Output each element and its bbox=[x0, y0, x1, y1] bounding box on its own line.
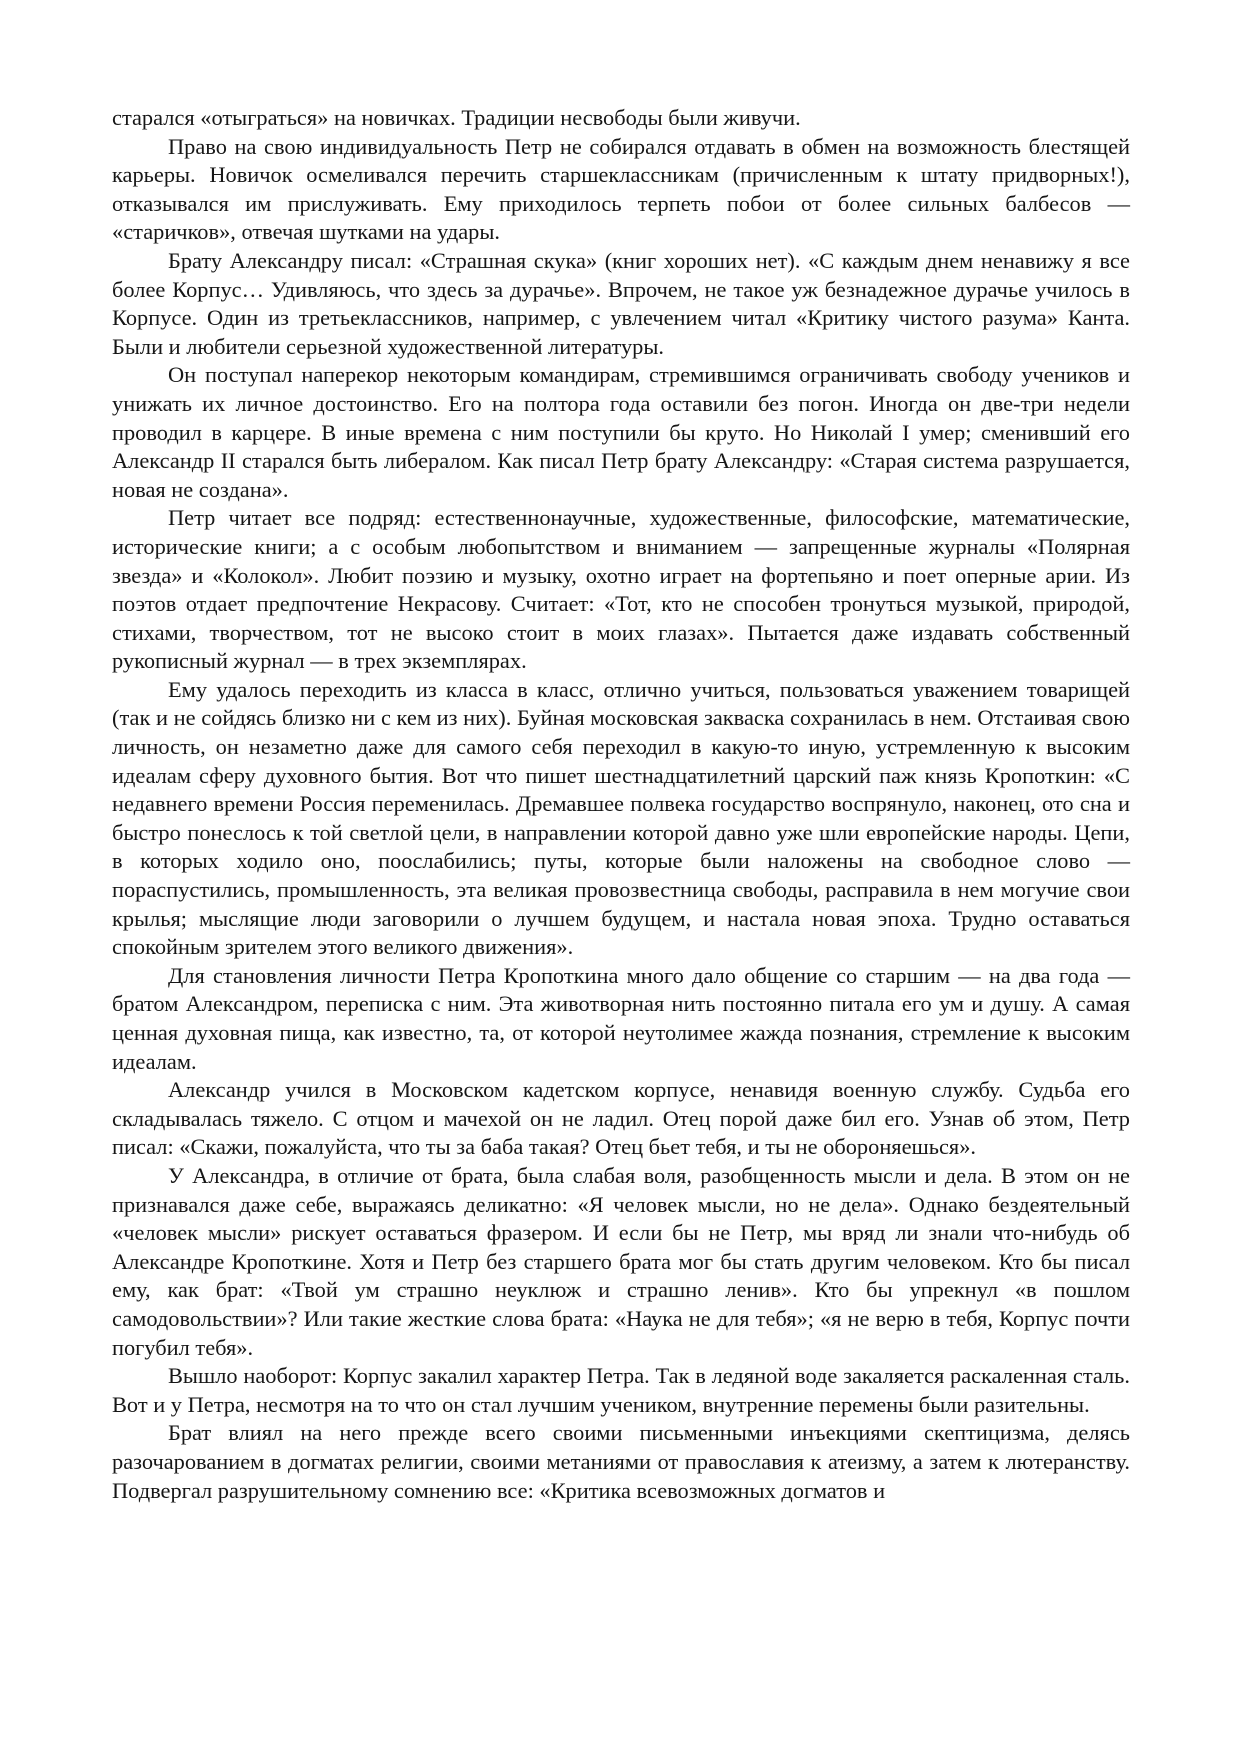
paragraph: Брат влиял на него прежде всего своими письменными инъекциями скептицизма, делясь разочарованием в догматах религии, своими метаниями от православия к атеизму, а затем к лютеранству. Подвергал разрушительному сомнению все: «Критика всевозможных догматов и bbox=[112, 1420, 1130, 1503]
paragraph: Брату Александру писал: «Страшная скука» (книг хороших нет). «С каждым днем ненавижу я все более Корпус… Удивляюсь, что здесь за дурачье». Впрочем, не такое уж безнадежное дурачье училось в Корпусе. Один из третьеклассников, например, с увлечением читал «Критику чистого разума» Канта. Были и любители серьезной художественной литературы. bbox=[112, 247, 1130, 359]
paragraph: старался «отыграться» на новичках. Традиции несвободы были живучи. bbox=[112, 105, 801, 130]
paragraph: Для становления личности Петра Кропоткина много дало общение со старшим — на два года — братом Александром, переписка с ним. Эта животворная нить постоянно питала его ум и душу. А самая ценная духовная пища, как известно, та, от которой неутолимее жажда познания, стремление к высоким идеалам. bbox=[112, 962, 1130, 1074]
paragraph: Петр читает все подряд: естественнонаучные, художественные, философские, математические, исторические книги; а с особым любопытством и вниманием — запрещенные журналы «Полярная звезда» и «Колокол». Любит поэзию и музыку, охотно играет на фортепьяно и поет оперные арии. Из поэтов отдает предпочтение Некрасову. Считает: «Тот, кто не способен тронуться музыкой, природой, стихами, творчеством, тот не высоко стоит в моих глазах». Пытается даже издавать собственный рукописный журнал — в трех экземплярах. bbox=[112, 505, 1130, 674]
paragraph: Право на свою индивидуальность Петр не собирался отдавать в обмен на возможность блестящей карьеры. Новичок осмеливался перечить старшеклассникам (причисленным к штату придворных!), отказывался им прислуживать. Ему приходилось терпеть побои от более сильных балбесов — «старичков», отвечая шутками на удары. bbox=[112, 133, 1130, 245]
paragraph: Александр учился в Московском кадетском корпусе, ненавидя военную службу. Судьба его складывалась тяжело. С отцом и мачехой он не ладил. Отец порой даже бил его. Узнав об этом, Петр писал: «Скажи, пожалуйста, что ты за баба такая? Отец бьет тебя, и ты не обороняешься». bbox=[112, 1077, 1130, 1160]
document-page bbox=[112, 104, 1130, 1505]
paragraph: Вышло наоборот: Корпус закалил характер Петра. Так в ледяной воде закаляется раскаленная сталь. Вот и у Петра, несмотря на то что он стал лучшим учеником, внутренние перемены были разительны. bbox=[112, 1363, 1130, 1417]
paragraph: Он поступал наперекор некоторым командирам, стремившимся ограничивать свободу учеников и унижать их личное достоинство. Его на полтора года оставили без погон. Иногда он две-три недели проводил в карцере. В иные времена с ним поступили бы круто. Но Николай I умер; сменивший его Александр II старался быть либералом. Как писал Петр брату Александру: «Старая система разрушается, новая не создана». bbox=[112, 362, 1130, 502]
paragraph: У Александра, в отличие от брата, была слабая воля, разобщенность мысли и дела. В этом он не признавался даже себе, выражаясь деликатно: «Я человек мысли, но не дела». Однако бездеятельный «человек мысли» рискует оставаться фразером. И если бы не Петр, мы вряд ли знали что-нибудь об Александре Кропоткине. Хотя и Петр без старшего брата мог бы стать другим человеком. Кто бы писал ему, как брат: «Твой ум страшно неуклюж и страшно ленив». Кто бы упрекнул «в пошлом самодовольствии»? Или такие жесткие слова брата: «Наука не для тебя»; «я не верю в тебя, Корпус почти погубил тебя». bbox=[112, 1162, 1130, 1360]
paragraph: Ему удалось переходить из класса в класс, отлично учиться, пользоваться уважением товарищей (так и не сойдясь близко ни с кем из них). Буйная московская закваска сохранилась в нем. Отстаивая свою личность, он незаметно даже для самого себя переходил в какую-то иную, устремленную к высоким идеалам сферу духовного бытия. Вот что пишет шестнадцатилетний царский паж князь Кропоткин: «С недавнего времени Россия переменилась. Дремавшее полвека государство воспрянуло, наконец, ото сна и быстро понеслось к той светлой цели, в направлении которой давно уже шли европейские народы. Цепи, в которых ходило оно, пооcлабились; путы, которые были наложены на свободное слово — пораспустились, промышленность, эта великая провозвестница свободы, расправила в нем могучие свои крылья; мыслящие люди заговорили о лучшем будущем, и настала новая эпоха. Трудно оставаться спокойным зрителем этого великого движения». bbox=[112, 676, 1130, 960]
